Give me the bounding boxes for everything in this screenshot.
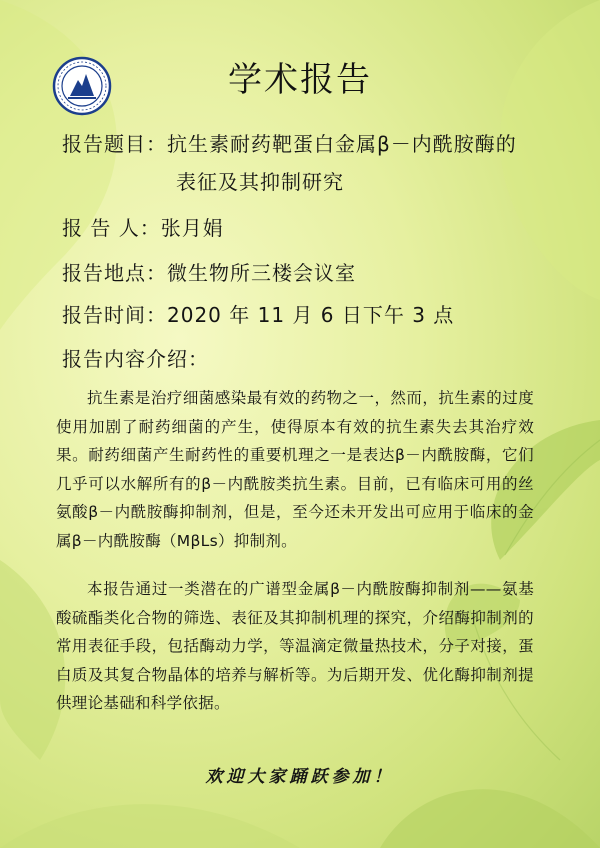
report-speaker: 报 告 人：张月娟 — [62, 216, 224, 240]
report-time: 报告时间：2020 年 11 月 6 日下午 3 点 — [62, 303, 455, 327]
summary-paragraph: 本报告通过一类潜在的广谱型金属β－内酰胺酶抑制剂——氨基酸硫酯类化合物的筛选、表征及其抑制机理的探究，介绍酶抑制剂的常用表征手段，包括酶动力学，等温滴定微量热技术，分子对接，蛋白质及其复合物晶体的培养与解析等。为后期开发、优化酶抑制剂提供理论基础和科学依据。 — [56, 580, 534, 713]
report-topic-continued: 表征及其抑制研究 — [176, 170, 344, 194]
intro-paragraph: 抗生素是治疗细菌感染最有效的药物之一，然而，抗生素的过度使用加剧了耐药细菌的产生，使得原本有效的抗生素失去其治疗效果。耐药细菌产生耐药性的重要机理之一是表达β－内酰胺酶，它们几乎可以水解所有的β－内酰胺类抗生素。目前，已有临床可用的丝氨酸β－内酰胺酶抑制剂，但是，至今还未开发出可应用于临床的金属β－内酰胺酶（MβLs）抑制剂。 — [56, 389, 534, 550]
content-heading: 报告内容介绍： — [62, 347, 209, 371]
welcome-message: 欢迎大家踊跃参加！ — [205, 767, 395, 787]
report-location: 报告地点：微生物所三楼会议室 — [62, 261, 356, 285]
report-topic: 报告题目：抗生素耐药靶蛋白金属β－内酰胺酶的 — [62, 132, 517, 156]
page-title: 学术报告 — [228, 60, 372, 100]
